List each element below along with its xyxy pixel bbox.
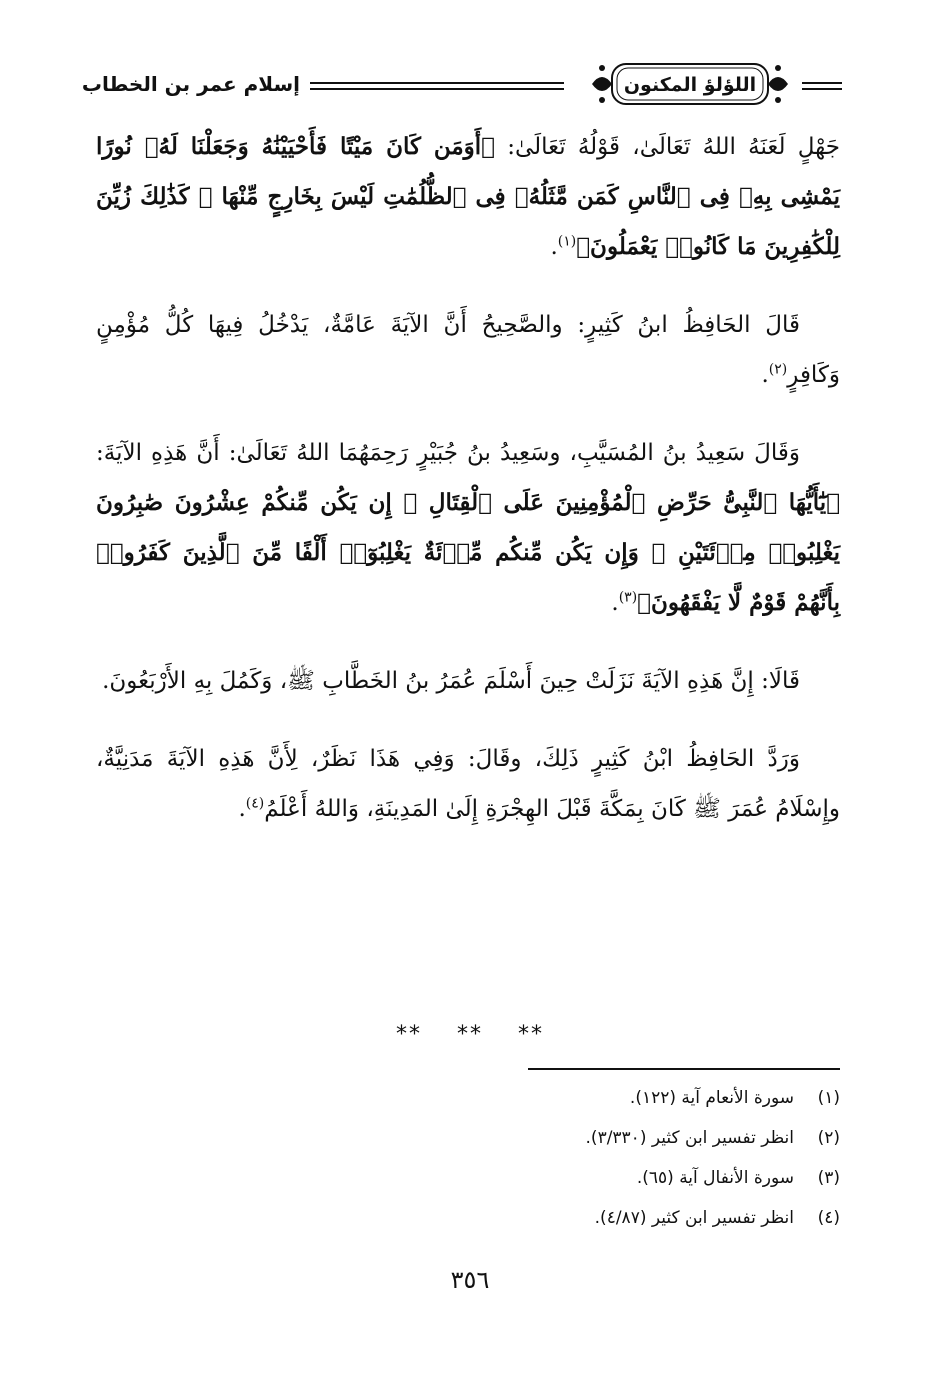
page-body [96, 122, 840, 862]
paragraph [96, 656, 840, 706]
footnote-number: (١) [817, 1088, 840, 1108]
header-rule-left-lower [310, 88, 564, 90]
book-title-frame [590, 58, 790, 110]
paragraph-text: وَقَالَ سَعِيدُ بنُ المُسَيَّبِ، وسَعِيدُ بنُ جُبَيْرٍ رَحِمَهُمَا اللهُ تَعَالَىٰ: أَنَّ هَذِهِ الآيَةَ: [96, 440, 800, 466]
footnote-text: سورة الأنعام آية (١٢٢). [629, 1088, 794, 1108]
paragraph-end: . [761, 362, 769, 388]
paragraph-end: . [238, 796, 246, 822]
footnote [440, 1118, 840, 1158]
footnote-ref: (١) [557, 233, 577, 250]
book-title: اللؤلؤ المكنون [623, 74, 757, 96]
header-rule-right-lower [802, 88, 842, 90]
footnote-divider [528, 1068, 840, 1070]
footnotes [440, 1078, 840, 1238]
footnote [440, 1158, 840, 1198]
header-rule-right [802, 82, 842, 84]
footnote-ref: (٣) [618, 589, 638, 606]
paragraph-text: قَالَا: إِنَّ هَذِهِ الآيَةَ نَزَلَتْ حِينَ أَسْلَمَ عُمَرُ بنُ الخَطَّابِ ﷺ، وَكَمُلَ بِهِ الأَرْبَعُونَ. [102, 668, 800, 694]
paragraph [96, 428, 840, 628]
page-header [81, 52, 842, 122]
paragraph-text: وَرَدَّ الحَافِظُ ابْنُ كَثِيرٍ ذَلِكَ، وقَالَ: وَفِي هَذَا نَظَرٌ، لِأَنَّ هَذِهِ الآيَةَ مَدَنِيَّةٌ، وإِسْلَامُ عُمَرَ ﷺ كَانَ بِمَكَّةَ قَبْلَ الهِجْرَةِ إِلَىٰ المَدِينَةِ، وَاللهُ أَعْلَمُ [96, 746, 840, 822]
quran-verse: ﴿يَٰٓأَيُّهَا ٱلنَّبِىُّ حَرِّضِ ٱلْمُؤْمِنِينَ عَلَى ٱلْقِتَالِ ۚ إِن يَكُن مِّنكُمْ عِشْرُونَ صَٰبِرُونَ يَغْلِبُوا۟ مِا۟ئَتَيْنِ ۚ وَإِن يَكُن مِّنكُم مِّا۟ئَةٌ يَغْلِبُوٓا۟ أَلْفًا مِّنَ ٱلَّذِينَ كَفَرُوا۟ بِأَنَّهُمْ قَوْمٌ لَّا يَفْقَهُونَ﴾ [96, 489, 840, 616]
paragraph-text: جَهْلٍ لَعَنَهُ اللهُ تَعَالَىٰ، قَوْلُهُ تَعَالَىٰ: [494, 134, 840, 160]
paragraph [96, 734, 840, 834]
footnote-number: (٣) [817, 1168, 840, 1188]
paragraph [96, 300, 840, 400]
paragraph [96, 122, 840, 272]
footnote-number: (٤) [817, 1208, 840, 1228]
footnote-ref: (٢) [768, 361, 788, 378]
paragraph-end: . [550, 234, 558, 260]
quran-verse: ﴿أَوَمَن كَانَ مَيْتًا فَأَحْيَيْنَٰهُ وَجَعَلْنَا لَهُۥ نُورًا يَمْشِى بِهِۦ فِى ٱلنَّاسِ كَمَن مَّثَلُهُۥ فِى ٱلظُّلُمَٰتِ لَيْسَ بِخَارِجٍ مِّنْهَا ۚ كَذَٰلِكَ زُيِّنَ لِلْكَٰفِرِينَ مَا كَانُوا۟ يَعْمَلُونَ﴾ [96, 133, 840, 260]
footnote-text: انظر تفسير ابن كثير (٤/٨٧). [594, 1208, 794, 1228]
page-number: ٣٥٦ [450, 1266, 490, 1294]
header-rule-left [310, 82, 564, 84]
footnote-text: انظر تفسير ابن كثير (٣/٣٣٠). [585, 1128, 794, 1148]
footnote-text: سورة الأنفال آية (٦٥). [636, 1168, 794, 1188]
paragraph-text: قَالَ الحَافِظُ ابنُ كَثِيرٍ: والصَّحِيحُ أَنَّ الآيَةَ عَامَّةٌ، يَدْخُلُ فِيهَا كُلُّ مُؤْمِنٍ وَكَافِرٍ [96, 312, 840, 388]
chapter-title: إسلام عمر بن الخطاب [81, 72, 300, 96]
footnote-number: (٢) [817, 1128, 840, 1148]
section-separator: ** ** ** [396, 1022, 544, 1047]
footnote [440, 1198, 840, 1238]
footnote [440, 1078, 840, 1118]
paragraph-end: . [611, 590, 619, 616]
footnote-ref: (٤) [245, 795, 265, 812]
